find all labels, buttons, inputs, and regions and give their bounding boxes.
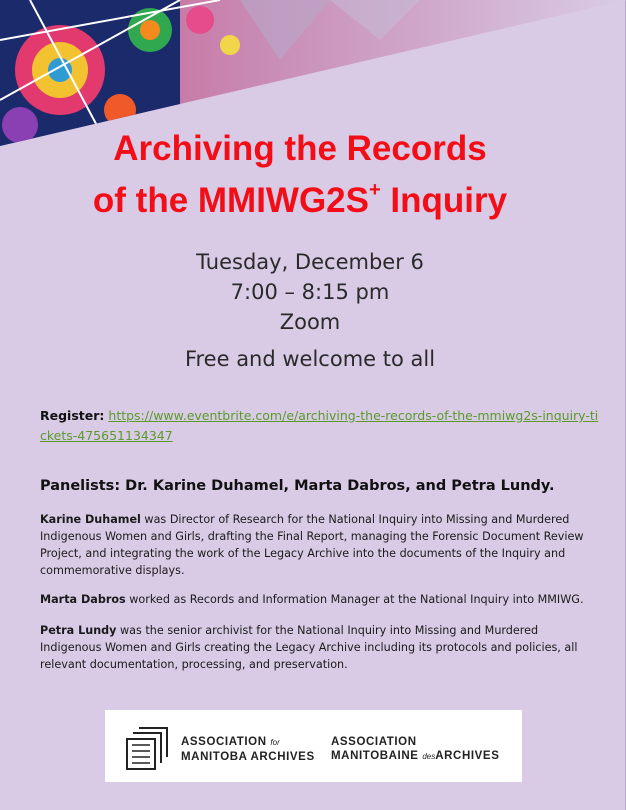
- association-logo: [105, 710, 522, 782]
- logo-french: ASSOCIATION MANITOBAINE desARCHIVES: [331, 736, 500, 762]
- event-tagline: Free and welcome to all: [184, 347, 436, 371]
- register-link[interactable]: https://www.eventbrite.com/e/archiving-the-records-of-the-mmiwg2s-inquiry-tickets-475651134347: [40, 408, 599, 443]
- event-date: Tuesday, December 6: [196, 250, 424, 274]
- register-label: Register:: [40, 408, 105, 423]
- logo-english: ASSOCIATION for MANITOBA ARCHIVES: [181, 736, 315, 763]
- panelists-heading: Panelists: Dr. Karine Duhamel, Marta Dabros, and Petra Lundy.: [40, 478, 555, 494]
- event-venue: Zoom: [279, 310, 341, 334]
- bio-petra-lundy: Petra Lundy was the senior archivist for the National Inquiry into Missing and Murdered Indigenous Women and Girls creating the Legacy Archive including its protocols and policies, all relevant documentation, processing, and preservation.: [40, 624, 578, 671]
- register-block: [40, 406, 605, 446]
- event-title-line1: Archiving the Records: [113, 129, 487, 168]
- bio-karine-duhamel: Karine Duhamel was Director of Research for the National Inquiry into Missing and Murdered Indigenous Women and Girls, drafting the Final Report, managing the Forensic Document Review Project, and integrating the work of the Legacy Archive into the documents of the Inquiry and commemorative displays.: [40, 513, 584, 577]
- event-title-line2: of the MMIWG2S+ Inquiry: [92, 179, 508, 220]
- archive-boxes-icon: [125, 727, 171, 771]
- event-time: 7:00 – 8:15 pm: [230, 280, 390, 304]
- bio-marta-dabros: Marta Dabros worked as Records and Information Manager at the National Inquiry into MMIWG.: [40, 593, 584, 606]
